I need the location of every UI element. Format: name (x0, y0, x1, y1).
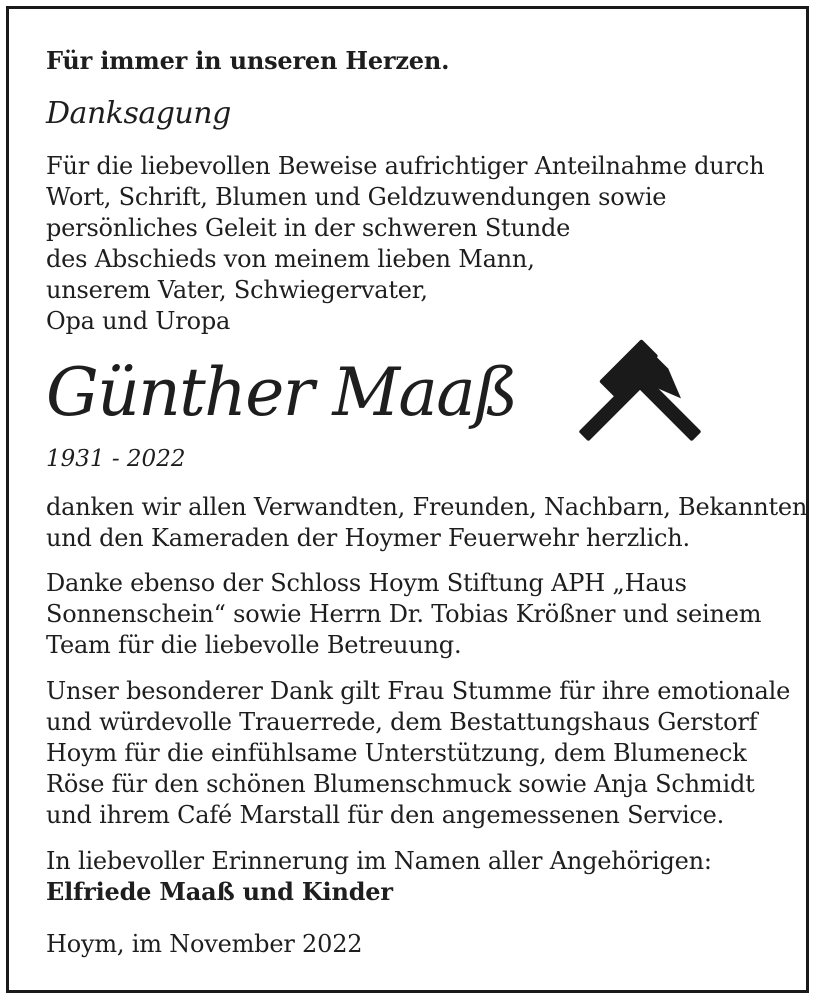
intro-line: unserem Vater, Schwiegervater, (46, 276, 428, 304)
paragraph-line: und würdevolle Trauerrede, dem Bestattungshaus Gerstorf (46, 708, 758, 736)
paragraph-line: Röse für den schönen Blumenschmuck sowie Anja Schmidt (46, 770, 755, 798)
hammer-and-pick-icon (555, 305, 725, 455)
intro-line: Wort, Schrift, Blumen und Geldzuwendungen sowie (46, 183, 667, 211)
intro-line: Opa und Uropa (46, 307, 231, 335)
paragraph-line: Team für die liebevolle Betreuung. (46, 631, 462, 659)
closing-line: In liebevoller Erinnerung im Namen aller Angehörigen: (46, 847, 712, 875)
paragraph-line: Hoym für die einfühlsame Unterstützung, dem Blumeneck (46, 739, 747, 767)
title: Danksagung (46, 96, 231, 131)
paragraph-line: und den Kameraden der Hoymer Feuerwehr herzlich. (46, 524, 690, 552)
intro-line: persönliches Geleit in der schweren Stunde (46, 214, 571, 242)
paragraph-line: und ihrem Café Marstall für den angemessenen Service. (46, 801, 725, 829)
place-date: Hoym, im November 2022 (46, 930, 363, 958)
life-years: 1931 - 2022 (46, 446, 186, 472)
deceased-name: Günther Maaß (46, 354, 517, 431)
paragraph-line: Sonnenschein“ sowie Herrn Dr. Tobias Krößner und seinem (46, 600, 762, 628)
intro-line: Für die liebevollen Beweise aufrichtiger Anteilnahme durch (46, 152, 765, 180)
paragraph-line: Danke ebenso der Schloss Hoym Stiftung APH „Haus (46, 569, 687, 597)
paragraph-line: danken wir allen Verwandten, Freunden, Nachbarn, Bekannten (46, 493, 808, 521)
intro-line: des Abschieds von meinem lieben Mann, (46, 245, 535, 273)
signatories: Elfriede Maaß und Kinder (46, 877, 393, 906)
paragraph-line: Unser besonderer Dank gilt Frau Stumme für ihre emotionale (46, 677, 791, 705)
headline: Für immer in unseren Herzen. (46, 46, 450, 75)
